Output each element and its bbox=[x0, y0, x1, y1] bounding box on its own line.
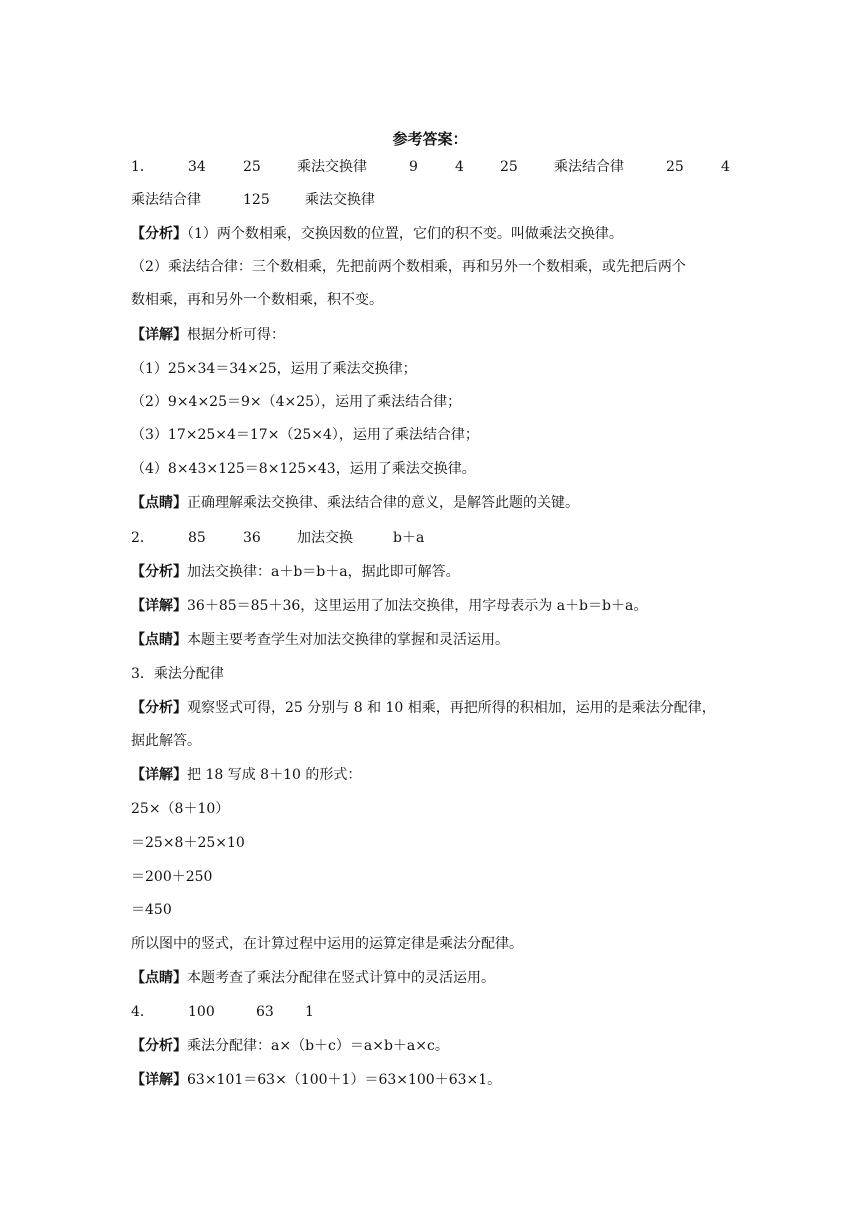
q3-comment bbox=[131, 968, 495, 988]
q2-blank: 加法交换 bbox=[297, 530, 353, 546]
q1-number: 1． bbox=[131, 159, 154, 175]
q2-answer-row bbox=[131, 528, 451, 548]
q1-blank: 25 bbox=[500, 159, 518, 175]
q3-step-3: ＝200＋250 bbox=[131, 869, 213, 885]
detail-tag: 【详解】 bbox=[131, 598, 187, 614]
q1-blank: 25 bbox=[243, 159, 261, 175]
q1-blank: 乘法交换律 bbox=[297, 159, 367, 175]
comment-tag: 【点睛】 bbox=[131, 495, 187, 511]
q1-analysis-3: 数相乘，再和另外一个数相乘，积不变。 bbox=[131, 292, 383, 308]
comment-text: 本题主要考查学生对加法交换律的掌握和灵活运用。 bbox=[187, 632, 509, 648]
q3-step-2: ＝25×8＋25×10 bbox=[131, 835, 245, 851]
q4-detail bbox=[131, 1070, 501, 1090]
q1-detail-3: （3）17×25×4＝17×（25×4），运用了乘法结合律； bbox=[131, 427, 479, 443]
q3-detail bbox=[131, 765, 361, 785]
q3-analysis bbox=[131, 698, 716, 718]
q1-detail-1: （1）25×34＝34×25，运用了乘法交换律； bbox=[131, 361, 417, 377]
detail-text: 63×101＝63×（100＋1）＝63×100＋63×1。 bbox=[187, 1072, 502, 1088]
detail-tag: 【详解】 bbox=[131, 767, 187, 783]
q1-blank: 34 bbox=[188, 159, 206, 175]
q4-analysis bbox=[131, 1036, 449, 1056]
comment-tag: 【点睛】 bbox=[131, 632, 187, 648]
q2-blank: 85 bbox=[188, 530, 206, 546]
analysis-tag: 【分析】 bbox=[131, 700, 187, 716]
detail-tag: 【详解】 bbox=[131, 1072, 187, 1088]
q1-answer-row-2 bbox=[131, 190, 431, 210]
q3-answer-row: 3．乘法分配律 bbox=[131, 666, 224, 682]
detail-text: 把 18 写成 8＋10 的形式： bbox=[187, 767, 362, 783]
q2-analysis bbox=[131, 562, 460, 582]
q2-number: 2． bbox=[131, 530, 154, 546]
q1-answer-row bbox=[131, 157, 731, 177]
analysis-tag: 【分析】 bbox=[131, 226, 187, 242]
analysis-text: 乘法分配律：a×（b＋c）＝a×b＋a×c。 bbox=[187, 1038, 449, 1054]
analysis-text: （1）两个数相乘，交换因数的位置，它们的积不变。叫做乘法交换律。 bbox=[187, 226, 623, 242]
q1-analysis-2: （2）乘法结合律：三个数相乘，先把前两个数相乘，再和另外一个数相乘，或先把后两个 bbox=[131, 259, 686, 275]
q1-blank: 乘法结合律 bbox=[554, 159, 624, 175]
q1-detail bbox=[131, 325, 285, 345]
q1-blank: 9 bbox=[409, 159, 418, 175]
comment-text: 正确理解乘法交换律、乘法结合律的意义，是解答此题的关键。 bbox=[187, 495, 579, 511]
page-title: 参考答案： bbox=[392, 130, 468, 148]
q3-step-4: ＝450 bbox=[131, 902, 172, 918]
q4-blank: 100 bbox=[188, 1004, 215, 1020]
q3-conclusion: 所以图中的竖式，在计算过程中运用的运算定律是乘法分配律。 bbox=[131, 936, 523, 952]
q1-blank: 乘法结合律 bbox=[131, 192, 201, 208]
analysis-tag: 【分析】 bbox=[131, 1038, 187, 1054]
q4-blank: 63 bbox=[256, 1004, 274, 1020]
q4-answer-row bbox=[131, 1002, 331, 1022]
q2-blank: b＋a bbox=[393, 530, 425, 546]
q2-comment bbox=[131, 630, 509, 650]
analysis-text: 观察竖式可得，25 分别与 8 和 10 相乘，再把所得的积相加，运用的是乘法分配律， bbox=[187, 700, 716, 716]
q4-number: 4． bbox=[131, 1004, 154, 1020]
q4-blank: 1 bbox=[305, 1004, 314, 1020]
q1-comment bbox=[131, 493, 579, 513]
detail-text: 根据分析可得： bbox=[187, 327, 285, 343]
comment-tag: 【点睛】 bbox=[131, 970, 187, 986]
q1-blank: 乘法交换律 bbox=[305, 192, 375, 208]
detail-text: 36＋85＝85＋36，这里运用了加法交换律，用字母表示为 a＋b＝b＋a。 bbox=[187, 598, 648, 614]
q1-blank: 25 bbox=[666, 159, 684, 175]
analysis-tag: 【分析】 bbox=[131, 564, 187, 580]
q1-detail-2: （2）9×4×25＝9×（4×25），运用了乘法结合律； bbox=[131, 394, 462, 410]
analysis-text: 加法交换律：a＋b＝b＋a，据此即可解答。 bbox=[187, 564, 460, 580]
q3-step-1: 25×（8＋10） bbox=[131, 801, 230, 817]
q1-blank: 125 bbox=[243, 192, 270, 208]
comment-text: 本题考查了乘法分配律在竖式计算中的灵活运用。 bbox=[187, 970, 495, 986]
q2-blank: 36 bbox=[243, 530, 261, 546]
q1-detail-4: （4）8×43×125＝8×125×43，运用了乘法交换律。 bbox=[131, 461, 476, 477]
q2-detail bbox=[131, 596, 647, 616]
q1-analysis bbox=[131, 224, 623, 244]
detail-tag: 【详解】 bbox=[131, 327, 187, 343]
q1-blank: 4 bbox=[455, 159, 464, 175]
q1-blank: 4 bbox=[721, 159, 730, 175]
q3-analysis-2: 据此解答。 bbox=[131, 733, 201, 749]
